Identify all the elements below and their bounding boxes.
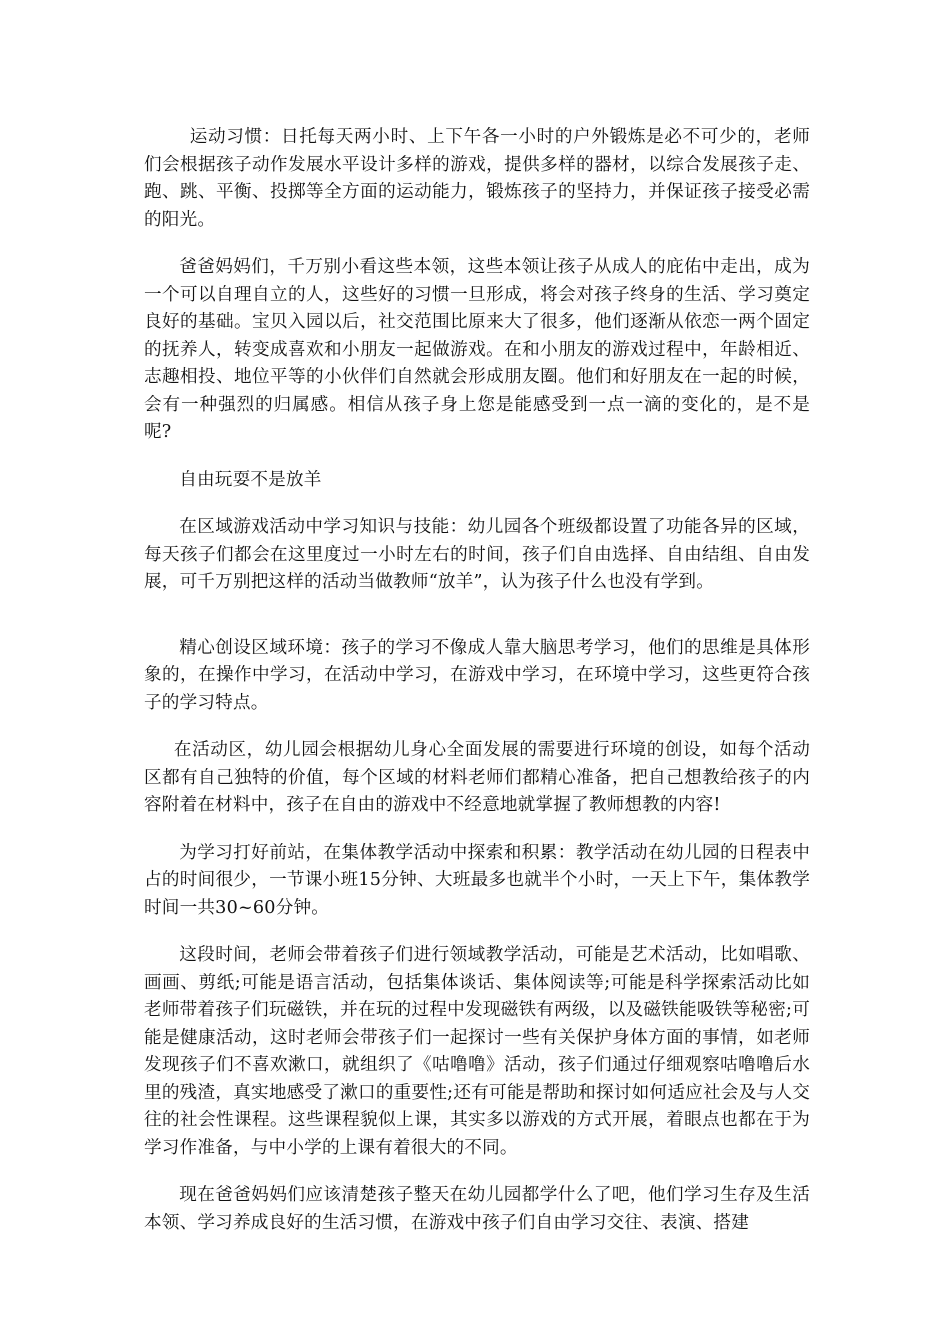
section-heading-free-play: 自由玩耍不是放羊 [179,469,322,490]
paragraph-parents-skills: 爸爸妈妈们，千万别小看这些本领，这些本领让孩子从成人的庇佑中走出，成为一个可以自理自立的人，这些好的习惯一旦形成，将会对孩子终身的生活、学习奠定良好的基础。宝贝入园以后，社交范围比原来大了很多，他们逐渐从依恋一两个固定的抚养人，转变成喜欢和小朋友一起做游戏。在和小朋友的游戏过程中，年龄相近、志趣相投、地位平等的小伙伴们自然就会形成朋友圈。他们和好朋友在一起的时候，会有一种强烈的归属感。相信从孩子身上您是能感受到一点一滴的变化的，是不是呢? [144,257,810,442]
paragraph-area-games: 在区域游戏活动中学习知识与技能：幼儿园各个班级都设置了功能各异的区域，每天孩子们都会在这里度过一小时左右的时间，孩子们自由选择、自由结组、自由发展，可千万别把这样的活动当做教师“放羊”，认为孩子什么也没有学到。 [144,517,810,592]
paragraph-conclusion: 现在爸爸妈妈们应该清楚孩子整天在幼儿园都学什么了吧，他们学习生存及生活本领、学习养成良好的生活习惯，在游戏中孩子们自由学习交往、表演、搭建 [144,1185,810,1233]
document-body [144,124,810,1257]
paragraph-teaching-activities: 这段时间，老师会带着孩子们进行领域教学活动，可能是艺术活动，比如唱歌、画画、剪纸;可能是语言活动，包括集体谈话、集体阅读等;可能是科学探索活动比如老师带着孩子们玩磁铁，并在玩的过程中发现磁铁有两级，以及磁铁能吸铁等秘密;可能是健康活动，这时老师会带孩子们一起探讨一些有关保护身体方面的事情，如老师发现孩子们不喜欢漱口，就组织了《咕噜噜》活动，孩子们通过仔细观察咕噜噜后水里的残渣，真实地感受了漱口的重要性;还有可能是帮助和探讨如何适应社会及与人交往的社会性课程。这些课程貌似上课，其实多以游戏的方式开展，着眼点也都在于为学习作准备，与中小学的上课有着很大的不同。 [144,945,810,1158]
paragraph-group-teaching: 为学习打好前站，在集体教学活动中探索和积累：教学活动在幼儿园的日程表中占的时间很少，一节课小班15分钟、大班最多也就半个小时，一天上下午，集体教学时间一共30~60分钟。 [144,842,810,918]
paragraph-area-environment: 精心创设区域环境：孩子的学习不像成人靠大脑思考学习，他们的思维是具体形象的，在操作中学习，在活动中学习，在游戏中学习，在环境中学习，这些更符合孩子的学习特点。 [144,637,810,713]
paragraph-exercise-habits: 运动习惯：日托每天两小时、上下午各一小时的户外锻炼是必不可少的，老师们会根据孩子动作发展水平设计多样的游戏，提供多样的器材，以综合发展孩子走、跑、跳、平衡、投掷等全方面的运动能力，锻炼孩子的坚持力，并保证孩子接受必需的阳光。 [144,127,810,230]
paragraph-activity-area: 在活动区，幼儿园会根据幼儿身心全面发展的需要进行环境的创设，如每个活动区都有自己独特的价值，每个区域的材料老师们都精心准备，把自己想教给孩子的内容附着在材料中，孩子在自由的游戏中不经意地就掌握了教师想教的内容! [144,740,810,815]
